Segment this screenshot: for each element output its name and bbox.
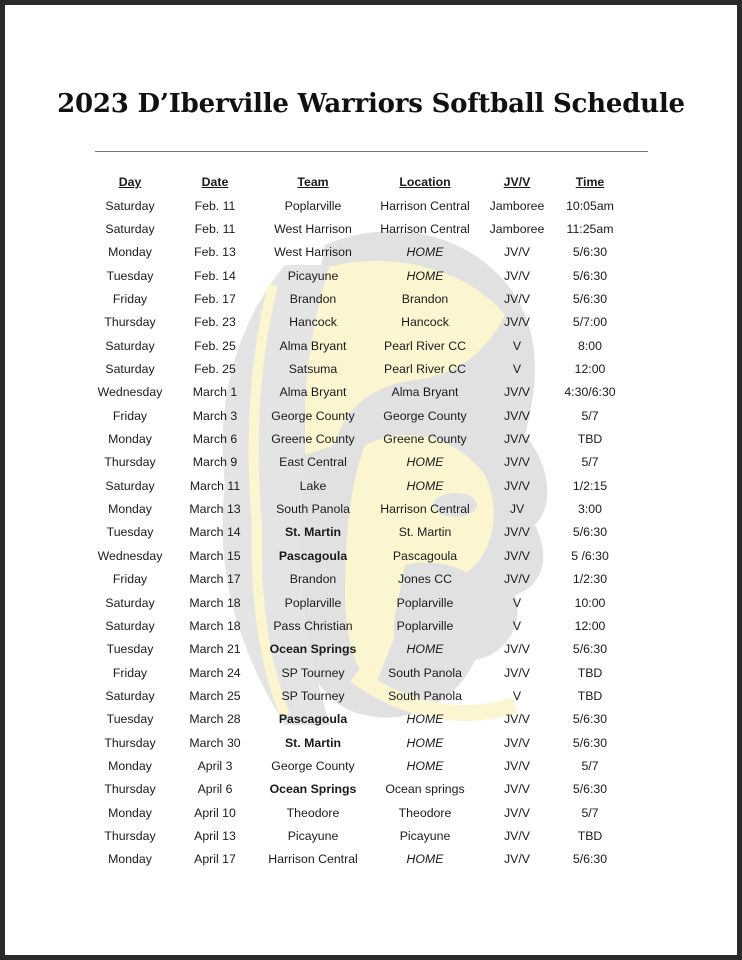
table-row (87, 708, 627, 731)
game-opponent: Picayune (287, 268, 339, 283)
game-opponent: St. Martin (284, 525, 342, 540)
game-date: March 24 (189, 665, 241, 680)
game-day: Thursday (104, 782, 156, 797)
game-day: Tuesday (106, 642, 154, 657)
table-row (87, 194, 627, 217)
game-date: March 28 (189, 712, 241, 727)
game-location: HOME (406, 852, 444, 867)
game-time: TBD (577, 432, 603, 447)
table-row (87, 638, 627, 661)
game-location: South Panola (388, 688, 462, 703)
table-row (87, 357, 627, 380)
game-time: 12:00 (574, 362, 606, 377)
game-time: 5/6:30 (572, 735, 608, 750)
game-day: Tuesday (106, 268, 154, 283)
schedule-rows (87, 194, 627, 871)
game-opponent: George County (271, 758, 355, 773)
game-opponent: George County (271, 408, 355, 423)
game-time: 8:00 (578, 338, 602, 353)
game-time: TBD (577, 688, 603, 703)
game-date: March 18 (189, 618, 241, 633)
game-location: Poplarville (396, 618, 454, 633)
game-date: Feb. 11 (194, 222, 236, 237)
game-location: Harrison Central (380, 502, 470, 517)
game-time: 10:05am (566, 198, 614, 213)
table-row (87, 381, 627, 404)
table-row (87, 264, 627, 287)
game-day: Saturday (105, 595, 155, 610)
game-date: March 25 (189, 688, 241, 703)
game-location: Greene County (383, 432, 467, 447)
game-level: JV/V (504, 665, 530, 680)
table-row (87, 334, 627, 357)
game-date: March 18 (189, 595, 241, 610)
game-date: March 9 (192, 455, 238, 470)
game-time: 1/2:30 (572, 572, 608, 587)
game-time: 12:00 (574, 618, 606, 633)
game-time: 11:25am (566, 222, 614, 237)
game-location: Ocean springs (385, 782, 465, 797)
header-location: Location (399, 175, 451, 189)
game-opponent: Pass Christian (273, 618, 353, 633)
game-day: Tuesday (106, 712, 154, 727)
game-date: Feb. 23 (194, 315, 236, 330)
game-opponent: Lake (299, 478, 327, 493)
game-location: Pearl River CC (384, 362, 466, 377)
game-time: 10:00 (574, 595, 606, 610)
game-time: 5/7 (581, 758, 599, 773)
table-row (87, 684, 627, 707)
game-date: March 15 (189, 548, 241, 563)
game-day: Monday (108, 245, 152, 260)
table-row (87, 614, 627, 637)
game-location: HOME (406, 735, 444, 750)
game-time: 5/6:30 (572, 782, 608, 797)
game-level: V (512, 688, 522, 703)
game-level: JV/V (504, 712, 530, 727)
game-level: JV/V (504, 782, 530, 797)
table-header-row (87, 170, 627, 194)
game-day: Thursday (104, 315, 156, 330)
game-location: HOME (406, 245, 444, 260)
game-opponent: West Harrison (274, 222, 352, 237)
game-day: Saturday (105, 198, 155, 213)
table-row (87, 451, 627, 474)
game-day: Friday (112, 665, 148, 680)
game-day: Wednesday (97, 385, 163, 400)
game-date: March 11 (189, 478, 241, 493)
game-day: Thursday (104, 455, 156, 470)
game-day: Friday (112, 572, 148, 587)
table-row (87, 661, 627, 684)
game-opponent: St. Martin (284, 735, 342, 750)
game-date: March 30 (189, 735, 241, 750)
game-opponent: SP Tourney (281, 665, 345, 680)
game-day: Saturday (105, 222, 155, 237)
game-time: 5/6:30 (572, 525, 608, 540)
game-level: JV/V (504, 805, 530, 820)
game-opponent: East Central (279, 455, 347, 470)
table-row (87, 311, 627, 334)
game-location: South Panola (388, 665, 462, 680)
game-time: 1/2:15 (572, 478, 608, 493)
game-level: V (512, 338, 522, 353)
game-opponent: West Harrison (274, 245, 352, 260)
game-time: 5/6:30 (572, 852, 608, 867)
game-location: Alma Bryant (391, 385, 459, 400)
game-day: Monday (108, 852, 152, 867)
game-opponent: Pascagoula (278, 548, 348, 563)
game-day: Saturday (105, 478, 155, 493)
game-time: TBD (577, 828, 603, 843)
title-divider (95, 151, 648, 152)
table-row (87, 778, 627, 801)
game-level: JV/V (504, 548, 530, 563)
game-level: JV/V (504, 525, 530, 540)
game-day: Thursday (104, 828, 156, 843)
header-team: Team (297, 175, 329, 189)
game-opponent: SP Tourney (281, 688, 345, 703)
game-location: Brandon (401, 292, 449, 307)
game-location: HOME (406, 712, 444, 727)
game-date: March 14 (189, 525, 241, 540)
table-row (87, 754, 627, 777)
game-time: 5/7 (581, 408, 599, 423)
game-date: Feb. 25 (194, 338, 236, 353)
game-location: HOME (406, 478, 444, 493)
game-date: April 17 (194, 852, 236, 867)
game-location: Pearl River CC (384, 338, 466, 353)
table-row (87, 544, 627, 567)
game-level: JV/V (504, 408, 530, 423)
game-level: JV/V (504, 268, 530, 283)
table-row (87, 241, 627, 264)
game-level: JV/V (504, 828, 530, 843)
game-time: 3:00 (578, 502, 602, 517)
game-time: 5/7 (581, 805, 599, 820)
game-time: TBD (577, 665, 603, 680)
game-level: JV/V (504, 385, 530, 400)
game-time: 5/6:30 (572, 712, 608, 727)
schedule-table (87, 170, 627, 871)
game-day: Wednesday (97, 548, 163, 563)
game-level: JV/V (504, 852, 530, 867)
game-level: Jamboree (489, 198, 545, 213)
game-time: 5/6:30 (572, 245, 608, 260)
game-level: JV/V (504, 642, 530, 657)
game-location: HOME (406, 455, 444, 470)
table-row (87, 591, 627, 614)
game-location: Pascagoula (392, 548, 458, 563)
game-opponent: Alma Bryant (279, 385, 347, 400)
game-opponent: Picayune (287, 828, 339, 843)
game-date: Feb. 14 (194, 268, 236, 283)
table-row (87, 824, 627, 847)
page-title: 2023 D’Iberville Warriors Softball Schedule (57, 89, 685, 119)
game-level: JV/V (504, 292, 530, 307)
game-date: Feb. 17 (194, 292, 236, 307)
game-opponent: Brandon (289, 292, 337, 307)
header-time: Time (575, 175, 605, 189)
game-location: Poplarville (396, 595, 454, 610)
game-day: Tuesday (106, 525, 154, 540)
game-opponent: Ocean Springs (269, 642, 357, 657)
game-level: JV/V (504, 572, 530, 587)
game-day: Friday (112, 408, 148, 423)
header-jv: JV/V (503, 175, 531, 189)
table-row (87, 427, 627, 450)
table-row (87, 731, 627, 754)
game-time: 5/6:30 (572, 642, 608, 657)
table-row (87, 848, 627, 871)
game-opponent: Theodore (286, 805, 340, 820)
game-level: V (512, 362, 522, 377)
game-day: Saturday (105, 338, 155, 353)
game-time: 5/6:30 (572, 268, 608, 283)
game-date: Feb. 11 (194, 198, 236, 213)
game-time: 5/7:00 (572, 315, 608, 330)
table-row (87, 568, 627, 591)
game-date: April 13 (194, 828, 236, 843)
game-level: JV/V (504, 758, 530, 773)
table-row (87, 287, 627, 310)
game-opponent: Pascagoula (278, 712, 348, 727)
game-location: HOME (406, 758, 444, 773)
game-location: Theodore (398, 805, 452, 820)
game-level: V (512, 618, 522, 633)
game-date: April 10 (194, 805, 236, 820)
table-row (87, 474, 627, 497)
game-day: Thursday (104, 735, 156, 750)
game-level: JV/V (504, 478, 530, 493)
table-row (87, 801, 627, 824)
game-location: Harrison Central (380, 222, 470, 237)
game-opponent: Hancock (289, 315, 337, 330)
header-day: Day (118, 175, 142, 189)
game-day: Saturday (105, 362, 155, 377)
game-level: JV/V (504, 315, 530, 330)
table-row (87, 217, 627, 240)
game-opponent: Ocean Springs (269, 782, 357, 797)
game-location: HOME (406, 642, 444, 657)
game-level: JV/V (504, 735, 530, 750)
game-location: HOME (406, 268, 444, 283)
game-location: Picayune (399, 828, 451, 843)
game-day: Saturday (105, 618, 155, 633)
game-opponent: Harrison Central (268, 852, 358, 867)
game-opponent: Poplarville (284, 595, 342, 610)
game-date: Feb. 13 (194, 245, 236, 260)
game-date: April 3 (197, 758, 233, 773)
game-date: March 17 (189, 572, 241, 587)
game-date: March 6 (192, 432, 238, 447)
game-location: Harrison Central (380, 198, 470, 213)
game-location: Hancock (401, 315, 449, 330)
game-date: March 3 (192, 408, 238, 423)
table-row (87, 521, 627, 544)
game-opponent: Satsuma (288, 362, 338, 377)
game-date: Feb. 25 (194, 362, 236, 377)
game-date: March 13 (189, 502, 241, 517)
game-opponent: Greene County (271, 432, 355, 447)
header-date: Date (201, 175, 229, 189)
game-level: V (512, 595, 522, 610)
game-day: Monday (108, 502, 152, 517)
game-level: JV/V (504, 455, 530, 470)
game-time: 4:30/6:30 (564, 385, 616, 400)
table-row (87, 497, 627, 520)
game-opponent: Alma Bryant (279, 338, 347, 353)
game-day: Monday (108, 758, 152, 773)
game-time: 5/7 (581, 455, 599, 470)
game-time: 5/6:30 (572, 292, 608, 307)
game-opponent: Brandon (289, 572, 337, 587)
game-day: Monday (108, 805, 152, 820)
game-level: JV/V (504, 432, 530, 447)
game-level: JV/V (504, 245, 530, 260)
game-day: Friday (112, 292, 148, 307)
game-day: Monday (108, 432, 152, 447)
game-date: March 21 (189, 642, 241, 657)
game-day: Saturday (105, 688, 155, 703)
schedule-page (5, 5, 737, 955)
table-row (87, 404, 627, 427)
game-level: Jamboree (489, 222, 545, 237)
game-level: JV (509, 502, 525, 517)
game-opponent: Poplarville (284, 198, 342, 213)
game-location: George County (383, 408, 467, 423)
game-location: St. Martin (398, 525, 452, 540)
game-opponent: South Panola (276, 502, 350, 517)
game-time: 5 /6:30 (571, 548, 609, 563)
game-date: April 6 (197, 782, 233, 797)
game-location: Jones CC (398, 572, 452, 587)
game-date: March 1 (192, 385, 238, 400)
